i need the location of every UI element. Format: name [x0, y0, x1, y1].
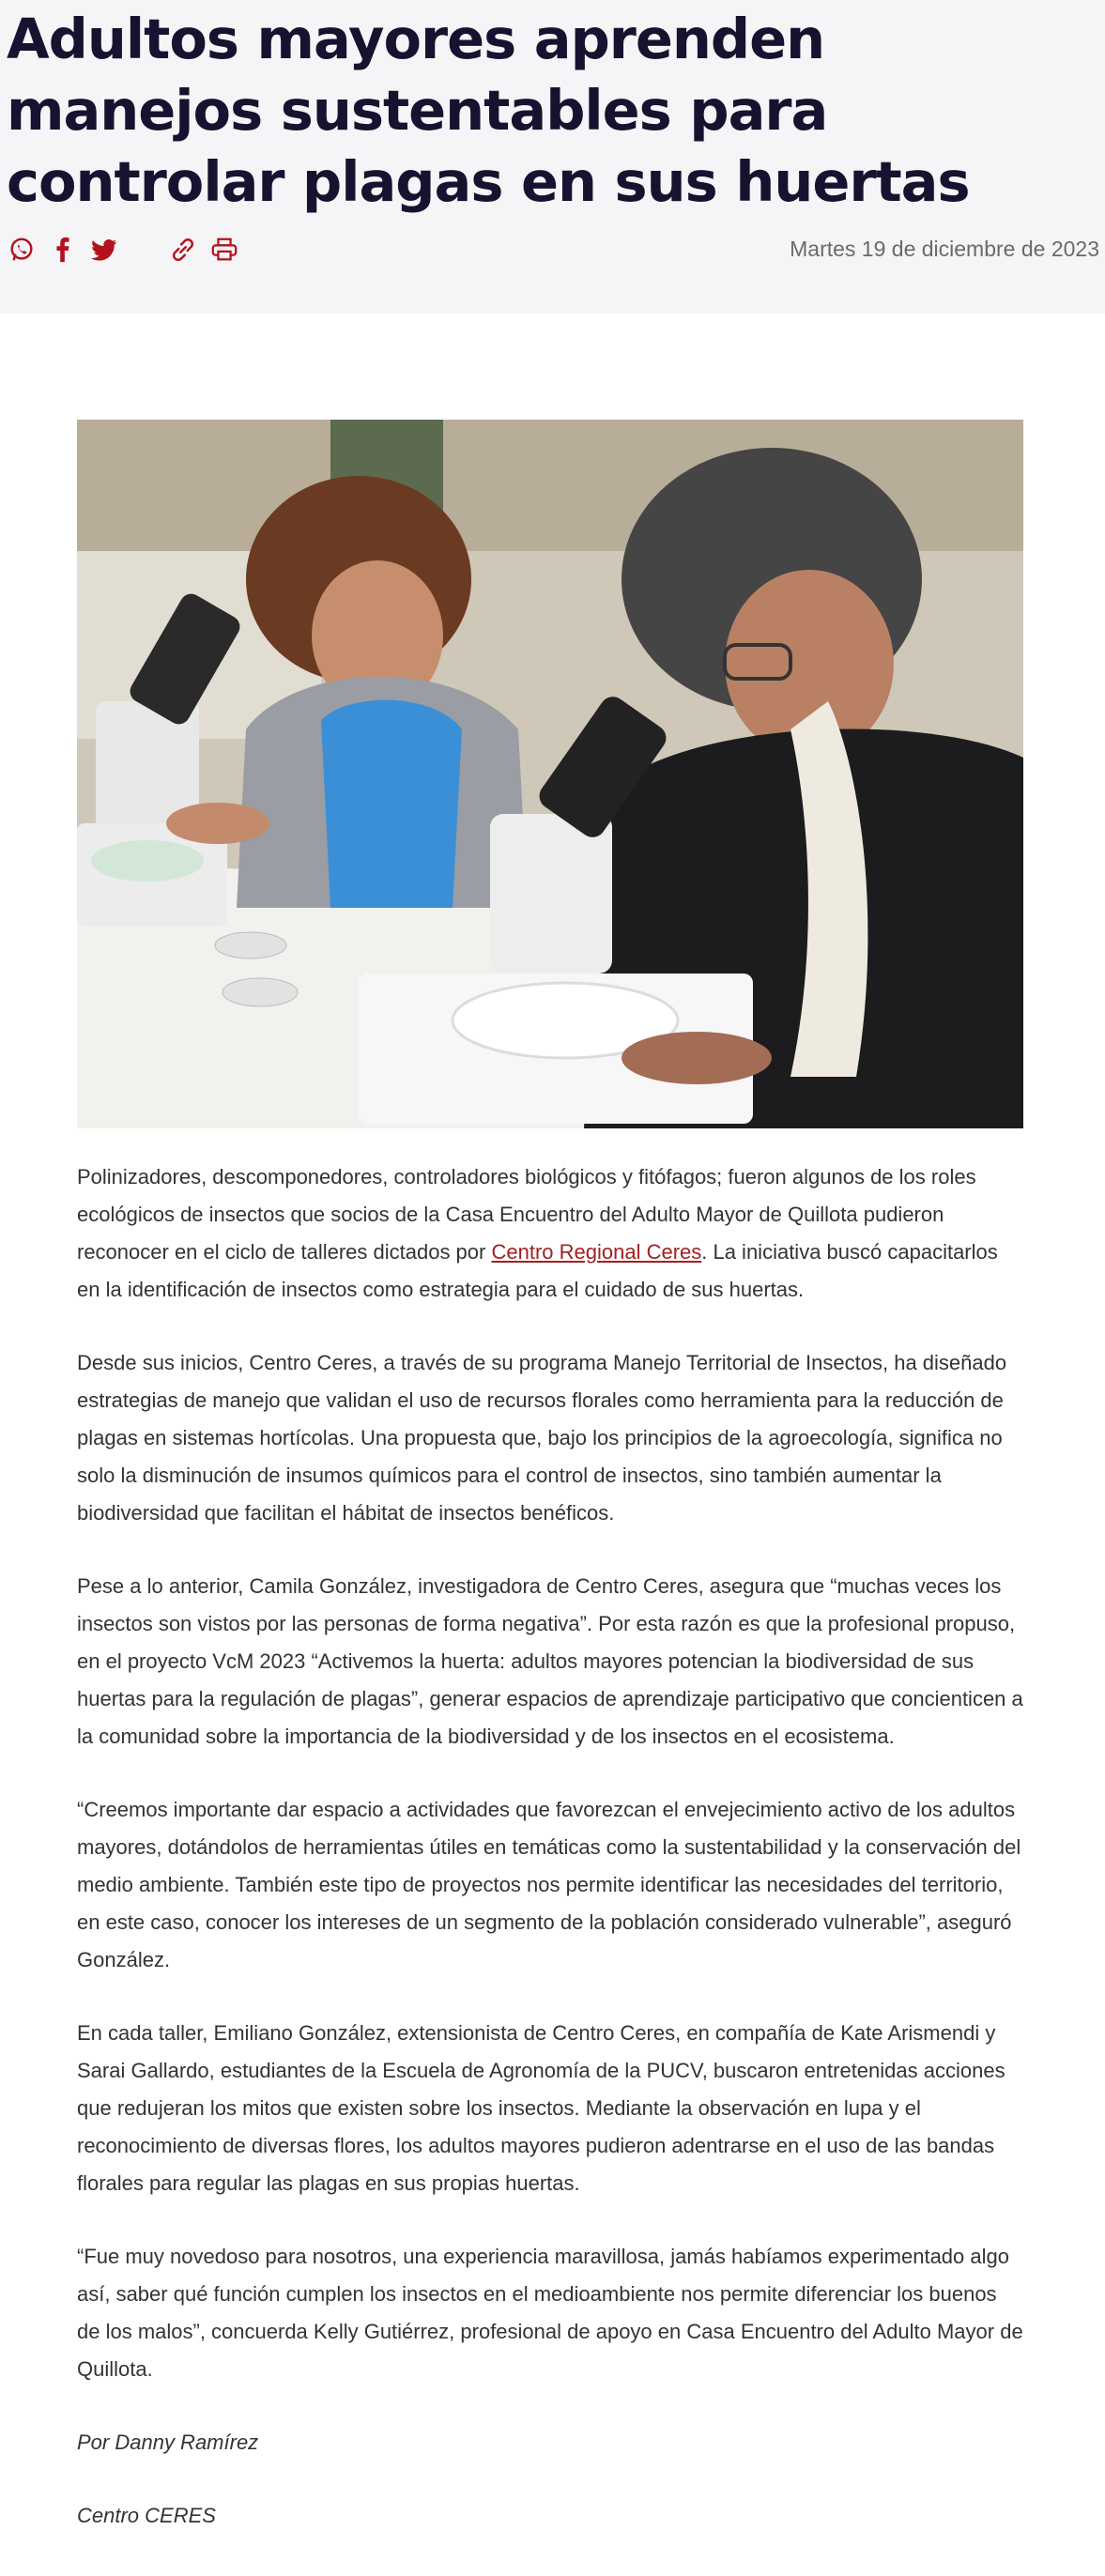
paragraph-6: “Fue muy novedoso para nosotros, una experiencia maravillosa, jamás habíamos experimentado algo así, saber qué función cumplen los insectos en el medioambiente nos permite diferenciar los buenos de los malos”, concuerda Kelly Gutiérrez, profesional de apoyo en Casa Encuentro del Adulto Mayor de Quillota.	[77, 2245, 1023, 2381]
paragraph-1-text-a: Polinizadores, descomponedores, controladores biológicos y fitófagos; fueron algunos de los roles ecológicos de insectos que socios de la Casa Encuentro del Adulto Mayor de Quillota pudieron reconocer en el ciclo de talleres dictados por	[77, 1165, 976, 1264]
centro-ceres-link[interactable]: Centro Regional Ceres	[491, 1240, 702, 1264]
article-header	[0, 0, 1105, 314]
article-title: Adultos mayores aprenden manejos sustentables para controlar plagas en sus huertas	[7, 7, 970, 214]
author-credit: Por Danny Ramírez	[77, 2430, 259, 2454]
paragraph-1-text-b: . La iniciativa buscó capacitarlos en la identificación de insectos como estrategia para el cuidado de sus huertas.	[77, 1240, 998, 1301]
article-photo	[77, 420, 1023, 1128]
print-icon[interactable]	[209, 235, 239, 265]
paragraph-1	[77, 1158, 1023, 1309]
share-bar	[7, 231, 251, 268]
publication-date: Martes 19 de diciembre de 2023	[790, 237, 1099, 261]
paragraph-5: En cada taller, Emiliano González, extensionista de Centro Ceres, en compañía de Kate Arismendi y Sarai Gallardo, estudiantes de la Escuela de Agronomía de la PUCV, buscaron entretenidas acciones que redujeran los mitos que existen sobre los insectos. Mediante la observación en lupa y el reconocimiento de diversas flores, los adultos mayores pudieron adentrarse en el uso de las bandas florales para regular las plagas en sus propias huertas.	[77, 2021, 1005, 2195]
microscope-scene-image	[77, 420, 1023, 1128]
article-text	[77, 1158, 1023, 2535]
facebook-icon[interactable]	[48, 235, 78, 265]
whatsapp-icon[interactable]	[7, 235, 37, 265]
paragraph-2: Desde sus inicios, Centro Ceres, a través de su programa Manejo Territorial de Insectos, ha diseñado estrategias de manejo que validan el uso de recursos florales como herramienta para la reducción de plagas en sistemas hortícolas. Una propuesta que, bajo los principios de la agroecología, significa no solo la disminución de insumos químicos para el control de insectos, sino también aumentar la biodiversidad que facilitan el hábitat de insectos benéficos.	[77, 1351, 1007, 1525]
twitter-icon[interactable]	[89, 235, 119, 265]
paragraph-4: “Creemos importante dar espacio a actividades que favorezcan el envejecimiento activo de los adultos mayores, dotándolos de herramientas útiles en temáticas como la sustentabilidad y la conservación del medio ambiente. También este tipo de proyectos nos permite identificar las necesidades del territorio, en este caso, conocer los intereses de un segmento de la población considerado vulnerable”, aseguró González.	[77, 1798, 1021, 1971]
paragraph-3: Pese a lo anterior, Camila González, investigadora de Centro Ceres, asegura que “muchas veces los insectos son vistos por las personas de forma negativa”. Por esta razón es que la profesional propuso, en el proyecto VcM 2023 “Activemos la huerta: adultos mayores potencian la biodiversidad de sus huertas para la regulación de plagas”, generar espacios de aprendizaje participativo que concienticen a la comunidad sobre la importancia de la biodiversidad y de los insectos en el ecosistema.	[77, 1574, 1023, 1748]
link-icon[interactable]	[168, 235, 198, 265]
source-credit: Centro CERES	[77, 2504, 216, 2527]
article-body	[77, 420, 1023, 2570]
